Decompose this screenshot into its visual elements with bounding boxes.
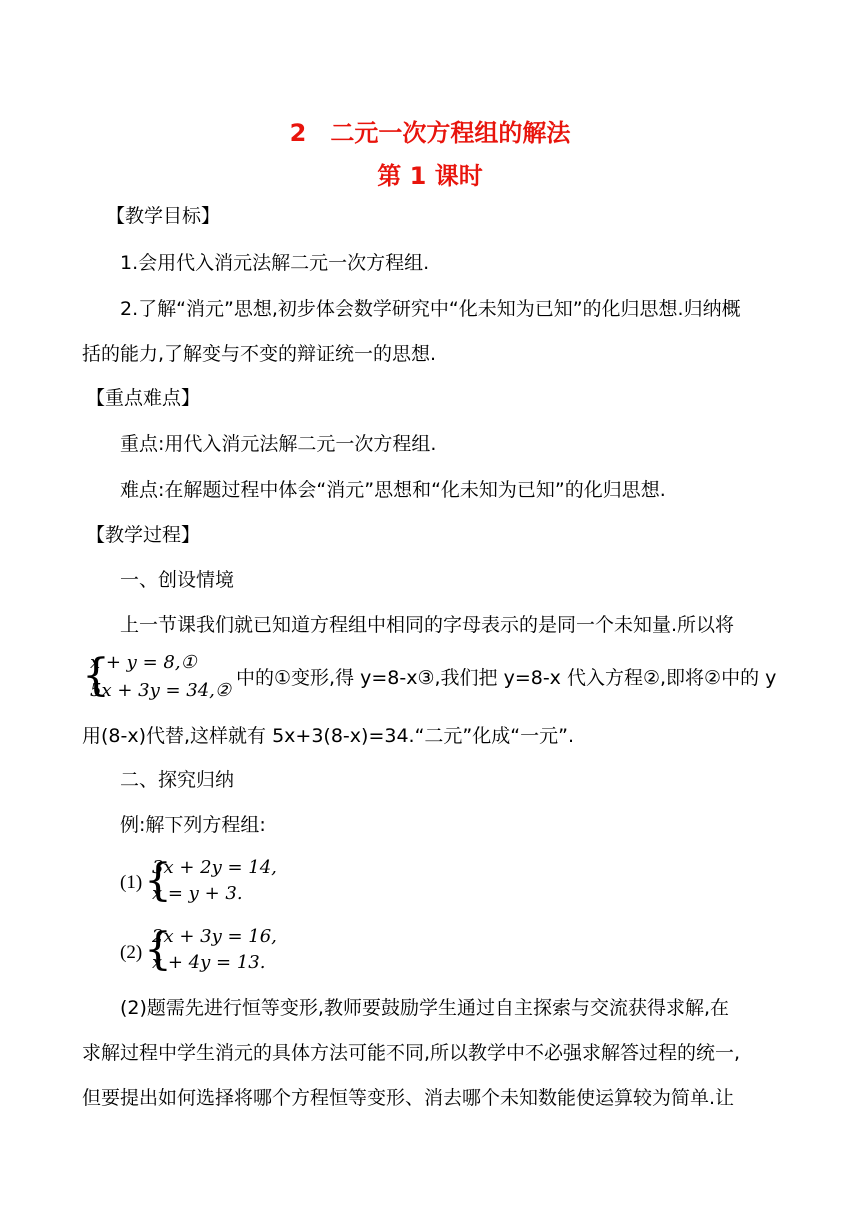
paragraph-2-line-2: 求解过程中学生消元的具体方法可能不同,所以教学中不必强求解答过程的统一, [82, 1042, 741, 1064]
brace-symbol: { [82, 650, 110, 701]
system-intro-eq-1: x + y = 8,① [90, 652, 197, 673]
key-point-1: 重点:用代入消元法解二元一次方程组. [120, 433, 437, 455]
objective-2-line-1: 2.了解“消元”思想,初步体会数学研究中“化未知为已知”的化归思想.归纳概 [120, 298, 741, 320]
example-2-eq-2: x + 4y = 13. [152, 952, 266, 973]
lesson-title: 2 二元一次方程组的解法 [289, 119, 571, 147]
objectives-heading: 【教学目标】 [106, 205, 221, 227]
lesson-subtitle: 第 1 课时 [377, 162, 483, 190]
paragraph-2-line-3: 但要提出如何选择将哪个方程恒等变形、消去哪个未知数能使运算较为简单.让 [82, 1087, 735, 1109]
example-1-eq-2: x = y + 3. [152, 883, 243, 904]
brace-symbol: { [144, 855, 172, 906]
key-points-heading: 【重点难点】 [86, 387, 201, 409]
example-2-label: (2) [120, 942, 143, 963]
paragraph-1-line-3: 用(8-x)代替,这样就有 5x+3(8-x)=34.“二元”化成“一元”. [82, 725, 574, 747]
paragraph-2-line-1: (2)题需先进行恒等变形,教师要鼓励学生通过自主探索与交流获得求解,在 [120, 997, 729, 1019]
example-intro: 例:解下列方程组: [120, 814, 266, 836]
example-1-label: (1) [120, 872, 143, 893]
process-heading: 【教学过程】 [86, 524, 201, 546]
key-point-2: 难点:在解题过程中体会“消元”思想和“化未知为已知”的化归思想. [120, 479, 666, 501]
example-1-eq-1: 3x + 2y = 14, [152, 857, 277, 878]
part-2-heading: 二、探究归纳 [120, 769, 235, 791]
paragraph-1-line-1: 上一节课我们就已知道方程组中相同的字母表示的是同一个未知量.所以将 [120, 614, 735, 636]
example-2-eq-1: 2x + 3y = 16, [152, 926, 277, 947]
system-intro-eq-2: 5x + 3y = 34,② [90, 680, 232, 701]
brace-symbol: { [144, 924, 172, 975]
objective-1: 1.会用代入消元法解二元一次方程组. [120, 252, 430, 274]
objective-2-line-2: 括的能力,了解变与不变的辩证统一的思想. [82, 343, 437, 365]
paragraph-1-line-2: 中的①变形,得 y=8-x③,我们把 y=8-x 代入方程②,即将②中的 y [236, 667, 777, 689]
part-1-heading: 一、创设情境 [120, 569, 235, 591]
